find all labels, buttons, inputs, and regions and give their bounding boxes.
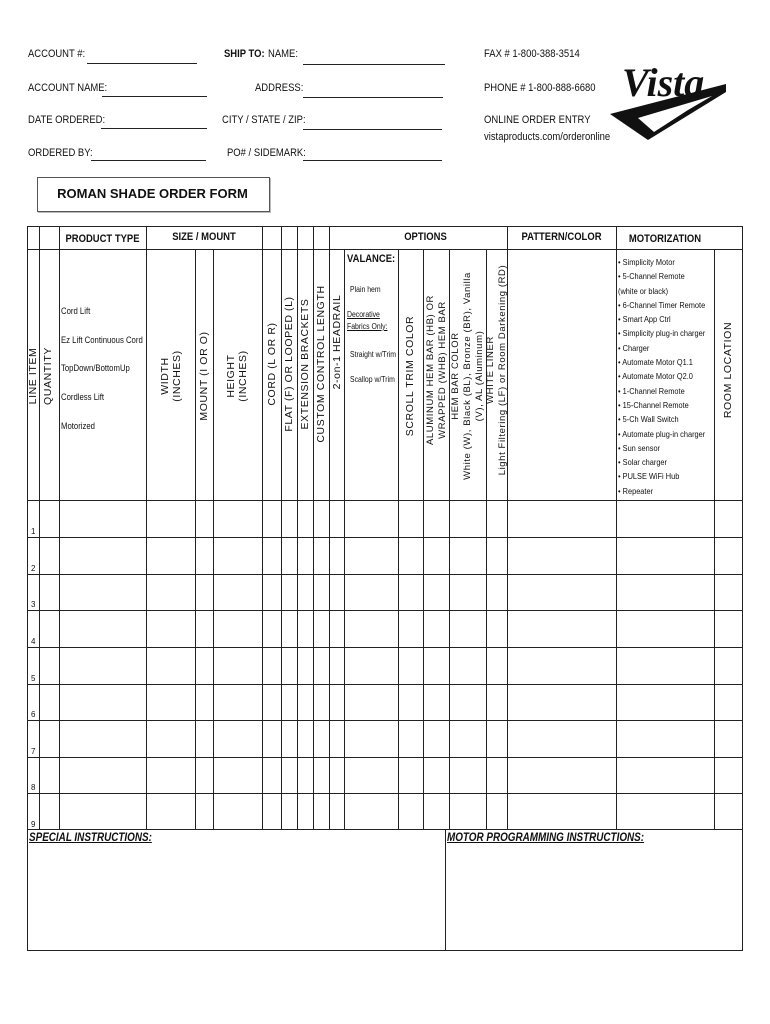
row-number: 1 (31, 527, 36, 536)
valance-scallop: Scallop w/Trim (350, 375, 395, 384)
ordered-by-label: ORDERED BY: (28, 147, 93, 159)
motor-option: • Sun sensor (618, 442, 661, 453)
line-item-header: LINE ITEM (27, 347, 39, 405)
product-type-cord-lift: Cord Lift (61, 306, 91, 316)
product-type-ez-lift: Ez Lift Continuous Cord (61, 335, 143, 345)
valance-plain-hem: Plain hem (350, 285, 381, 294)
special-instructions-field[interactable] (28, 848, 444, 949)
product-type-motorized: Motorized (61, 421, 95, 431)
hem-bar-color-header: HEM BAR COLOR White (W), Black (BL), Bronze (BR), Vanilla (V), AL (Aluminum) (450, 272, 485, 480)
motor-option: • PULSE WiFi Hub (618, 471, 680, 482)
motor-option: (white or black) (618, 285, 669, 296)
mount-header: MOUNT (I OR O) (198, 331, 210, 421)
motorization-header: MOTORIZATION (628, 233, 702, 245)
aluminum-hem-bar-header: ALUMINUM HEM BAR (HB) OR WRAPPED (WHB) HEM BAR (425, 294, 448, 446)
valance-decorative: Decorative (347, 310, 380, 319)
motor-programming-field[interactable] (446, 848, 741, 949)
headrail-header: 2-on-1 HEADRAIL (331, 294, 343, 390)
size-mount-header: SIZE / MOUNT (172, 231, 236, 243)
special-instructions-label: SPECIAL INSTRUCTIONS: (29, 832, 152, 844)
motor-option: • Repeater (618, 485, 654, 496)
motor-option: • 1-Channel Remote (618, 385, 685, 396)
fax-number: FAX # 1-800-388-3514 (484, 48, 580, 60)
address-label: ADDRESS: (255, 82, 304, 94)
quantity-header: QUANTITY (42, 347, 54, 405)
motor-option: • 15-Channel Remote (618, 399, 689, 410)
width-header: WIDTH (INCHES) (159, 350, 183, 402)
product-type-header: PRODUCT TYPE (65, 233, 140, 245)
pattern-color-header: PATTERN/COLOR (521, 231, 602, 243)
po-sidemark-label: PO# / SIDEMARK: (227, 147, 306, 159)
flat-looped-header: FLAT (F) OR LOOPED (L) (283, 296, 295, 432)
custom-control-length-header: CUSTOM CONTROL LENGTH (315, 285, 327, 443)
options-header: OPTIONS (404, 231, 447, 243)
motor-option: • Automate plug-in charger (618, 428, 706, 439)
name-label: NAME: (268, 48, 298, 60)
ship-to-label: SHIP TO: (224, 48, 265, 60)
row-number: 6 (31, 710, 36, 719)
row-number: 8 (31, 783, 36, 792)
motor-option: • Smart App Ctrl (618, 314, 671, 325)
product-type-topdown: TopDown/BottomUp (61, 363, 130, 373)
cord-header: CORD (L OR R) (266, 322, 278, 406)
city-state-zip-label: CITY / STATE / ZIP: (222, 114, 306, 126)
extension-brackets-header: EXTENSION BRACKETS (299, 298, 311, 430)
account-name-label: ACCOUNT NAME: (28, 82, 108, 94)
white-liner-header: WHITE LINER Light Filtering (LF) or Room Darkening (RD) (485, 264, 508, 476)
motor-option: • 5-Channel Remote (618, 271, 685, 282)
row-number: 3 (31, 600, 36, 609)
row-number: 2 (31, 564, 36, 573)
account-no-label: ACCOUNT #: (28, 48, 86, 60)
svg-text:Vista: Vista (622, 60, 705, 105)
motor-option: • 5-Ch Wall Switch (618, 414, 679, 425)
row-number: 9 (31, 820, 36, 829)
room-location-header: ROOM LOCATION (722, 321, 734, 419)
product-type-cordless: Cordless Lift (61, 392, 105, 402)
motorization-options-list (618, 255, 719, 498)
valance-title: VALANCE: (347, 253, 396, 265)
scroll-trim-color-header: SCROLL TRIM COLOR (404, 315, 416, 437)
online-order-title: ONLINE ORDER ENTRY (484, 114, 591, 126)
motor-option: • Simplicity plug-in charger (618, 328, 706, 339)
form-title: ROMAN SHADE ORDER FORM (57, 186, 248, 201)
row-number: 4 (31, 637, 36, 646)
valance-straight: Straight w/Trim (350, 350, 397, 359)
motor-option: • 6-Channel Timer Remote (618, 299, 706, 310)
date-ordered-label: DATE ORDERED: (28, 114, 106, 126)
motor-programming-label: MOTOR PROGRAMMING INSTRUCTIONS: (447, 832, 645, 844)
phone-number: PHONE # 1-800-888-6680 (484, 82, 596, 94)
row-number: 5 (31, 674, 36, 683)
motor-option: • Charger (618, 342, 650, 353)
motor-option: • Solar charger (618, 457, 668, 468)
row-number: 7 (31, 747, 36, 756)
motor-option: • Automate Motor Q1.1 (618, 357, 693, 368)
motor-option: • Automate Motor Q2.0 (618, 371, 693, 382)
online-order-url[interactable]: vistaproducts.com/orderonline (484, 131, 611, 143)
motor-option: • Simplicity Motor (618, 257, 675, 267)
height-header: HEIGHT (INCHES) (225, 350, 249, 402)
valance-fabrics-only: Fabrics Only: (347, 322, 388, 331)
